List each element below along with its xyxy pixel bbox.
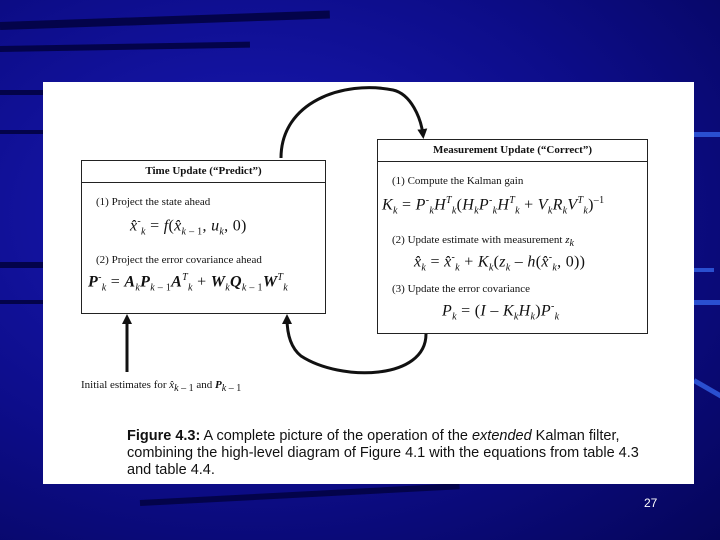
background-streak: [0, 300, 44, 304]
measurement-update-box: [377, 139, 648, 334]
project-covariance-step: (2) Project the error covariance ahead: [96, 254, 262, 266]
background-streak: [0, 10, 330, 30]
kalman-filter-figure: [43, 82, 694, 484]
background-streak: [0, 90, 44, 95]
background-streak: [0, 130, 44, 134]
caption-text-after: Kalman filter, combining the high-level diagram of Figure 4.1 with the equations from table 4.3 and table 4.4.: [127, 428, 639, 478]
background-streak: [694, 300, 720, 305]
background-streak: [693, 378, 720, 402]
caption-emphasis: extended: [471, 428, 532, 444]
figure-caption: [127, 428, 647, 479]
state-prediction-equation: $x̂^-_k$ = $f(x̂_{k - 1}$, $u_k$, 0): [130, 216, 247, 238]
update-covariance-step: (3) Update the error covariance: [392, 283, 531, 295]
background-streak: [694, 268, 714, 272]
initial-estimates-note: Initial estimates for $x̂_{k - 1}$ and $P_{k - 1}$: [81, 379, 242, 395]
background-streak: [140, 483, 460, 506]
kalman-gain-equation: $K_k = P^-_kH^T_k(H_kP^-_kH^T_k + V_kR_kV^T_k)^{-1}$: [382, 195, 605, 217]
background-streak: [0, 42, 250, 52]
time-update-box: [81, 160, 326, 314]
covariance-prediction-equation: $P^-_k = A_kP_{k - 1}A^T_k + W_kQ_{k - 1}W^T_k$: [88, 272, 288, 294]
slide-number: 27: [644, 496, 658, 510]
covariance-update-equation: $P_k = (I - K_kH_k)P^-_k$: [442, 301, 560, 323]
state-update-equation: $x̂_k$ = $x̂^-_k + K_k(z_k$ – $h(x̂^-_k$, 0)): [414, 252, 586, 274]
caption-label: Figure 4.3:: [127, 428, 201, 444]
time-update-title: Time Update (“Predict”): [82, 161, 325, 183]
initial-estimates-label: Initial estimates for: [81, 379, 167, 391]
update-estimate-label: (2) Update estimate with measurement: [392, 234, 563, 246]
background-streak: [694, 132, 720, 137]
caption-text-before: A complete picture of the operation of the: [200, 428, 472, 444]
project-state-step: (1) Project the state ahead: [96, 196, 211, 208]
background-streak: [0, 262, 44, 268]
update-estimate-step: (2) Update estimate with measurement $z_k$: [392, 234, 574, 250]
measurement-update-title: Measurement Update (“Correct”): [378, 140, 647, 162]
kalman-gain-step: (1) Compute the Kalman gain: [392, 175, 524, 187]
